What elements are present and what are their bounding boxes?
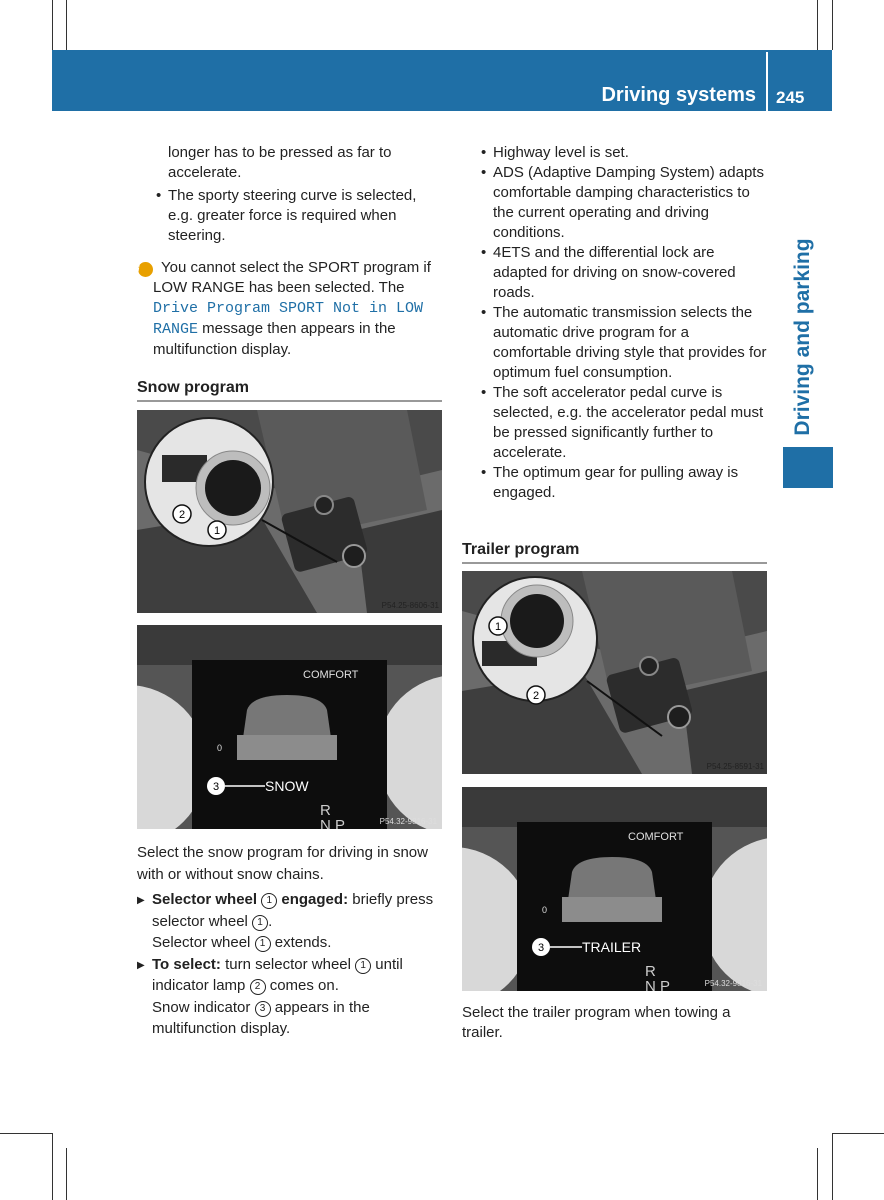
bullet-item: • 4ETS and the differential lock are adapted for driving on snow-covered roads. [481, 243, 771, 303]
callout-3: 3 [212, 781, 220, 793]
gear-r: R [320, 802, 331, 819]
trailer-mode-label: TRAILER [582, 939, 642, 955]
bullet-item: • The optimum gear for pulling away is engaged. [481, 463, 771, 503]
crop-mark [817, 0, 818, 50]
chapter-tab-label: Driving and parking [791, 238, 814, 436]
trailer-display-photo [462, 787, 767, 991]
bullet-item: • The soft accelerator pedal curve is selected, e.g. the accelerator pedal must be pressed significantly further to accelerate. [481, 383, 771, 463]
comfort-label: COMFORT [303, 669, 359, 681]
callout-2: 2 [532, 690, 540, 702]
crop-mark [52, 1133, 53, 1200]
gear-np: N P [645, 978, 671, 991]
gear-r: R [645, 963, 656, 980]
image-code: P54.25-8591-31 [706, 762, 764, 771]
crop-mark [832, 0, 833, 50]
callout-1: 1 [213, 525, 221, 537]
bullet-item: • The sporty steering curve is selected, e.g. greater force is required when steering. [156, 186, 438, 246]
crop-mark [832, 1133, 884, 1134]
trailer-selector-photo [462, 571, 767, 774]
snow-selector-photo [137, 410, 442, 613]
level-indicator: 0 [217, 743, 223, 753]
snow-program-heading: Snow program [137, 379, 442, 402]
level-indicator: 0 [542, 905, 548, 915]
callout-1: 1 [494, 621, 502, 633]
callout-3: 3 [537, 942, 545, 954]
crop-mark [832, 1133, 833, 1200]
right-column-bullets [481, 143, 771, 503]
bullet-item: • ADS (Adaptive Damping System) adapts comfortable damping characteristics to the current operating and driving conditions. [481, 163, 771, 243]
trailer-intro [462, 1003, 762, 1043]
trailer-program-heading: Trailer program [462, 541, 767, 564]
step-select: ▶ To select: turn selector wheel 1 until indicator lamp 2 comes on. Snow indicator 3 appears in the multifunction display. [137, 954, 447, 1040]
snow-instructions [137, 842, 447, 1040]
trailer-intro-text: Select the trailer program when towing a trailer. [462, 1004, 731, 1041]
step-engage: ▶ Selector wheel 1 engaged: briefly press selector wheel 1 . Selector wheel 1 extends. [137, 889, 447, 954]
info-note [138, 258, 443, 360]
snow-intro: Select the snow program for driving in snow with or without snow chains. [137, 844, 428, 883]
crop-mark [0, 1133, 52, 1134]
left-column-intro [138, 143, 438, 246]
callout-2: 2 [178, 509, 186, 521]
image-code: P54.32-9816-31 [704, 979, 762, 988]
image-code: P54.32-9816-31 [379, 817, 437, 826]
bullet-item: • Highway level is set. [481, 143, 771, 163]
bullet-item: • The automatic transmission selects the automatic drive program for a comfortable driving style that provides for optimum fuel consumption. [481, 303, 771, 383]
crop-mark [66, 1148, 67, 1200]
display-message: Drive Program SPORT Not in LOW RANGE [153, 300, 424, 338]
note-text: You cannot select the SPORT program if LOW RANGE has been selected. The [153, 259, 431, 296]
crop-mark [66, 0, 67, 50]
info-icon: i [138, 262, 153, 277]
image-code: P54.25-8606-31 [381, 601, 439, 610]
continuation-text: longer has to be pressed as far to accelerate. [168, 144, 392, 181]
comfort-label: COMFORT [628, 831, 684, 843]
crop-mark [52, 0, 53, 50]
section-title: Driving systems [601, 84, 756, 106]
gear-np: N P [320, 817, 346, 829]
chapter-tab-block [783, 447, 833, 488]
page-number: 245 [776, 88, 805, 107]
snow-display-photo [137, 625, 442, 829]
note-text-end: message then appears in the multifunction display. [153, 320, 396, 358]
header-divider [766, 52, 768, 111]
snow-mode-label: SNOW [265, 778, 309, 794]
crop-mark [817, 1148, 818, 1200]
